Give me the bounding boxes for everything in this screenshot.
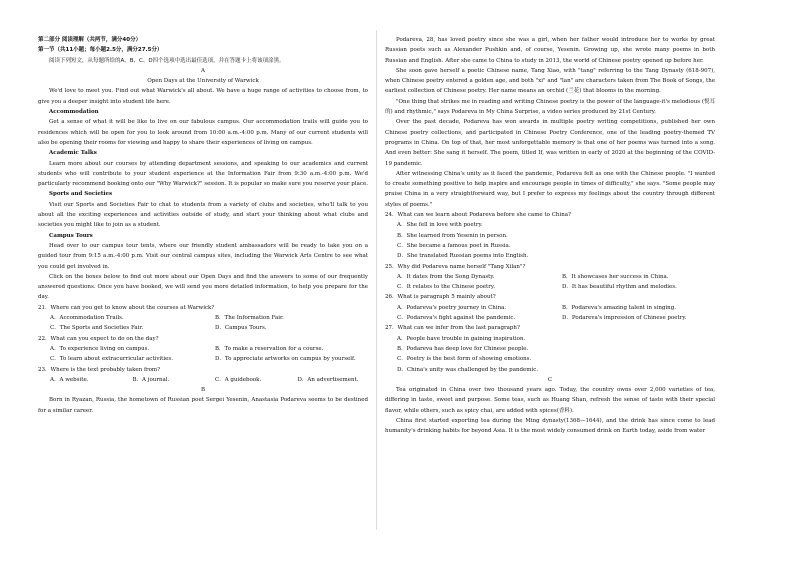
option-25-d: D．It has beautiful rhythm and melodies. xyxy=(562,284,677,291)
passage-b-paragraph-6: After witnessing China's unity as it faced the pandemic, Podareva felt as one with the Chinese people. "I wanted to create something positive to help inspire and encourage people in times of difficulty," she says. "Some people may praise China in a very straightforward way, but I prefer to express my feelings about the country through different styles of poems." xyxy=(385,170,715,208)
option-21-d: D．Campus Tours. xyxy=(215,325,267,332)
option-22-b: B．To make a reservation for a course. xyxy=(215,345,324,352)
paragraph-click: Click on the boxes below to find out more about our Open Days and find the answers to some of our frequently answered questions. Once you have booked, we will send you more detailed information, to help you prepare for the day. xyxy=(38,273,368,301)
section-title: 第一节（共11小题；每小题2.5分，满分27.5分） xyxy=(38,47,163,54)
paragraph-campus-tours: Head over to our campus tour tents, where our friendly student ambassadors will be ready to take you on a guided tour from 9:15 a.m.-4:00 p.m. Visit our central campus sites, including the Warwick Arts Centre to see what you could get involved in. xyxy=(38,242,368,270)
option-22-d: D．To appreciate artworks on campus by yourself. xyxy=(215,356,356,363)
right-column xyxy=(385,35,715,437)
question-26-options-row-1 xyxy=(385,303,715,313)
part-title: 第二部分 阅读理解（共两节，满分40分） xyxy=(38,37,142,43)
option-24-c: C．She became a famous poet in Russia. xyxy=(397,242,511,249)
heading-accommodation: Accommodation xyxy=(49,109,99,116)
passage-b-paragraph-4: "One thing that strikes me in reading and writing Chinese poetry is the power of the language-it's melodious (悦耳的) and rhythmic," says Podareva in My China Surprise, a video series produced by 21st Century. xyxy=(385,98,715,116)
passage-b-paragraph-2: Podareva, 28, has loved poetry since she was a girl, when her father would introduce her to works by great Russian poets such as Alexander Pushkin and, of course, Yesenin. Growing up, she wrote many poems in both Russian and English. After she came to China to study in 2013, the world of Chinese poetry opened up before her. xyxy=(385,37,715,64)
question-24: 24．What can we learn about Podareva before she came to China? xyxy=(385,212,571,219)
left-column xyxy=(38,35,368,416)
option-23-b: B．A journal. xyxy=(132,376,170,383)
option-23-c: C．A guidebook. xyxy=(215,376,262,383)
option-23-a: A．A website. xyxy=(50,376,89,383)
question-22-options-row-2 xyxy=(38,354,368,364)
option-27-b: B．Podareva has deep love for Chinese people. xyxy=(397,345,529,352)
paragraph-sports-societies: Visit our Sports and Societies Fair to chat to students from a variety of clubs and societies, who'll talk to you about all the exciting experiences and activities outside of study, and start your thinking about what clubs and societies you might like to join as a student. xyxy=(38,201,368,229)
option-26-c: C．Podareva's fight against the pandemic. xyxy=(397,315,516,322)
question-21: 21．Where can you get to know about the courses at Warwick? xyxy=(38,304,215,311)
question-22-options-row-1 xyxy=(38,344,368,354)
passage-a-letter: A xyxy=(201,67,205,74)
question-23: 23．Where is the text probably taken from? xyxy=(38,366,161,373)
question-21-options-row-2 xyxy=(38,323,368,333)
option-22-a: A．To experience living on campus. xyxy=(50,345,150,352)
option-27-d: D．China's unity was challenged by the pandemic. xyxy=(397,366,539,373)
passage-b-paragraph-1: Born in Ryazan, Russia, the hometown of Russian poet Sergei Yesenin, Anastasia Podareva seems to be destined for a similar career. xyxy=(38,397,368,414)
question-23-options xyxy=(38,375,368,385)
option-21-b: B．The Information Fair. xyxy=(215,315,284,322)
option-24-b: B．She learned from Yesenin in person. xyxy=(397,232,508,239)
question-26: 26．What is paragraph 5 mainly about? xyxy=(385,294,496,301)
option-25-a: A．It dates from the Song Dynasty. xyxy=(397,273,495,280)
passage-c-letter: C xyxy=(547,376,553,383)
option-26-a: A．Podareva's poetry journey in China. xyxy=(397,304,507,311)
question-21-options-row-1 xyxy=(38,313,368,323)
option-27-c: C．Poetry is the best form of showing emotions. xyxy=(397,356,532,363)
instructions: 阅读下列短文，从每题所给的A、B、C、D四个选项中选出最佳选项，并在答题卡上将该项涂黑。 xyxy=(49,57,285,64)
question-27: 27．What can we infer from the last paragraph? xyxy=(385,325,520,332)
question-25-options-row-2 xyxy=(385,282,715,292)
passage-a-title: Open Days at the University of Warwick xyxy=(147,78,259,85)
passage-c-paragraph-2: China first started exporting tea during the Ming dynasty(1368—1644), and the drink has since come to lead humanity's drinking habits for beyond Asia. It is the most widely consumed drink on Earth today, aside from water xyxy=(385,417,715,435)
option-23-d: D．An advertisement. xyxy=(297,376,359,383)
heading-academic-talks: Academic Talks xyxy=(49,150,97,157)
paragraph-academic-talks: Learn more about our courses by attending department sessions, and speaking to our academics and current students who will contribute to your student experience at the Information Fair from 9:30 a.m.-4:00 p.m. We'd particularly recommend booking onto our "Why Warwick?" session. It is popular so make sure you reserve your place. xyxy=(38,160,368,188)
question-25: 25．Why did Podareva name herself "Tang Xilan"? xyxy=(385,263,526,270)
option-24-a: A．She fell in love with poetry. xyxy=(397,222,483,229)
question-26-options-row-2 xyxy=(385,313,715,323)
column-divider xyxy=(376,30,377,530)
passage-c-paragraph-1: Tea originated in China over two thousand years ago. Today, the country owns over 2,000 varieties of tea, differing in taste, sweet and purpose. Some teas, such as Huang Shan, refresh the sense of taste with their special flavor, while others, such as spicy chai, are added with spices(香料). xyxy=(385,387,715,414)
passage-b-letter: B xyxy=(200,387,206,394)
passage-b-paragraph-5: Over the past decade, Podareva has won awards in multiple poetry writing competitions, published her own Chinese poetry collections, and participated in Chinese Poetry Conference, one of the leading poetry-themed TV programs in China. On top of that, her most unforgettable memory is that one of her poems was turned into a song. And even better: She sang it herself. The poem, titled If, was written in early of 2020 at the beginning of the COVID-19 pandemic. xyxy=(385,119,715,167)
heading-campus-tours: Campus Tours xyxy=(49,232,93,239)
heading-sports-societies: Sports and Societies xyxy=(49,191,113,198)
question-25-options-row-1 xyxy=(385,272,715,282)
intro-paragraph: We'd love to meet you. Find out what Warwick's all about. We have a huge range of activities to choose from, to give you a deeper insight into student life here. xyxy=(38,88,368,105)
option-27-a: A．People have trouble in gaining inspiration. xyxy=(397,335,526,342)
option-26-d: D．Podareva's impression of Chinese poetry. xyxy=(562,315,687,322)
question-22: 22．What can you expect to do on the day? xyxy=(38,335,159,342)
option-26-b: B．Podareva's amazing talent in singing. xyxy=(562,304,676,311)
option-25-c: C．It relates to the Chinese poetry. xyxy=(397,284,496,291)
option-24-d: D．She translated Russian poems into English. xyxy=(397,253,529,260)
option-25-b: B．It showcases her success in China. xyxy=(562,273,669,280)
option-21-a: A．Accommodation Trails. xyxy=(50,315,124,322)
paragraph-accommodation: Get a sense of what it will be like to live on our fabulous campus. Our accommodation trails will guide you to residences which will be open for you to look around from 10:00 a.m.-4:00 p.m. Many of our current students will also be opening their rooms for viewing and happy to share their experiences of living on campus. xyxy=(38,119,368,146)
passage-b-paragraph-3: She soon gave herself a poetic Chinese name, Tang Xiao, with "tang" referring to the Tang Dynasty (618-907), when Chinese poetry entered a golden age, and both "xi" and "lan" are characters taken from The Book of Songs, the earliest collection of Chinese poetry. Her name means an orchid (兰花) that blooms in the morning. xyxy=(385,67,715,95)
option-22-c: C．To learn about extracurricular activities. xyxy=(50,356,173,363)
option-21-c: C．The Sports and Societies Fair. xyxy=(50,325,144,332)
